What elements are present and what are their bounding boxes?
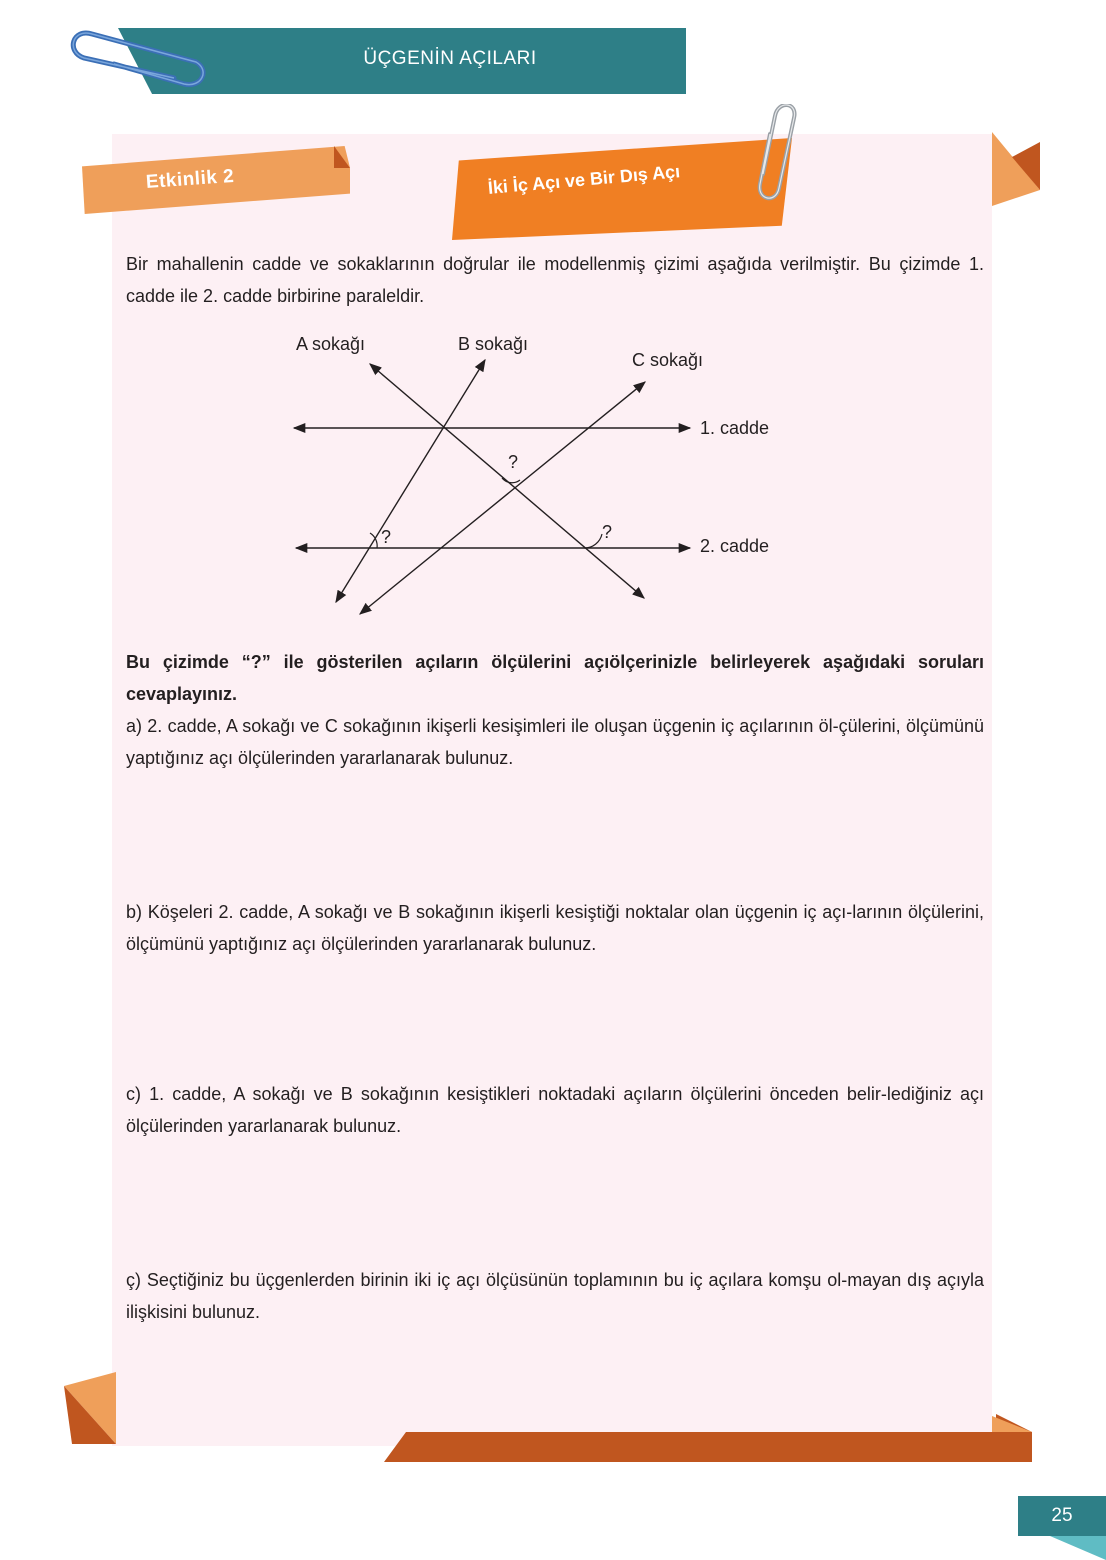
- question-a: a) 2. cadde, A sokağı ve C sokağının ikişerli kesişimleri ile oluşan üçgenin iç açılarının öl-çülerini, ölçümünü yaptığınız açı ölçülerinden yararlanarak bulunuz.: [126, 716, 984, 768]
- angle-mark-right: ?: [602, 522, 613, 542]
- label-street-b: B sokağı: [458, 334, 529, 354]
- street-b-line: [336, 360, 485, 602]
- label-avenue-2: 2. cadde: [700, 536, 770, 556]
- corner-ribbon-top-right: [992, 132, 1042, 206]
- activity-title: İki İç Açı ve Bir Dış Açı: [487, 161, 681, 198]
- street-diagram: [280, 330, 820, 620]
- angle-arc-right: [584, 534, 602, 548]
- page-number: 25: [1018, 1496, 1106, 1536]
- page-title: ÜÇGENİN AÇILARI: [363, 48, 537, 69]
- angle-mark-left: ?: [381, 527, 392, 547]
- label-avenue-1: 1. cadde: [700, 418, 770, 438]
- label-street-a: A sokağı: [296, 334, 366, 354]
- question-c-cedilla: ç) Seçtiğiniz bu üçgenlerden birinin iki iç açı ölçüsünün toplamının bu iç açılara komşu ol-mayan dış açıyla ilişkisini bulunuz.: [126, 1270, 984, 1322]
- angle-mark-top: ?: [508, 452, 519, 472]
- corner-ribbon-bottom-left: [64, 1372, 116, 1446]
- page-number-wedge: [1050, 1536, 1106, 1560]
- intro-paragraph: Bir mahallenin cadde ve sokaklarının doğrular ile modellenmiş çizimi aşağıda verilmiştir. Bu çizimde 1. cadde ile 2. cadde birbirine paraleldir.: [126, 254, 984, 306]
- instruction-paragraph: Bu çizimde “?” ile gösterilen açıların ölçülerini açıölçerinizle belirleyerek aşağıdaki soruları cevaplayınız.: [126, 652, 984, 704]
- paperclip-icon-small: [748, 104, 808, 208]
- activity-number-label: Etkinlik 2: [145, 165, 235, 193]
- street-c-line: [360, 382, 645, 614]
- paperclip-icon: [64, 22, 214, 92]
- bottom-ribbon: [384, 1414, 1036, 1462]
- question-b: b) Köşeleri 2. cadde, A sokağı ve B sokağının ikişerli kesiştiği noktalar olan üçgenin iç açı-larının ölçülerini, ölçümünü yaptığınız açı ölçülerinden yararlanarak bulunuz.: [126, 902, 984, 954]
- label-street-c: C sokağı: [632, 350, 704, 370]
- question-c: c) 1. cadde, A sokağı ve B sokağının kesiştikleri noktadaki açıların ölçülerini önceden belir-lediğiniz açı ölçülerinden yararlanarak bulunuz.: [126, 1084, 984, 1136]
